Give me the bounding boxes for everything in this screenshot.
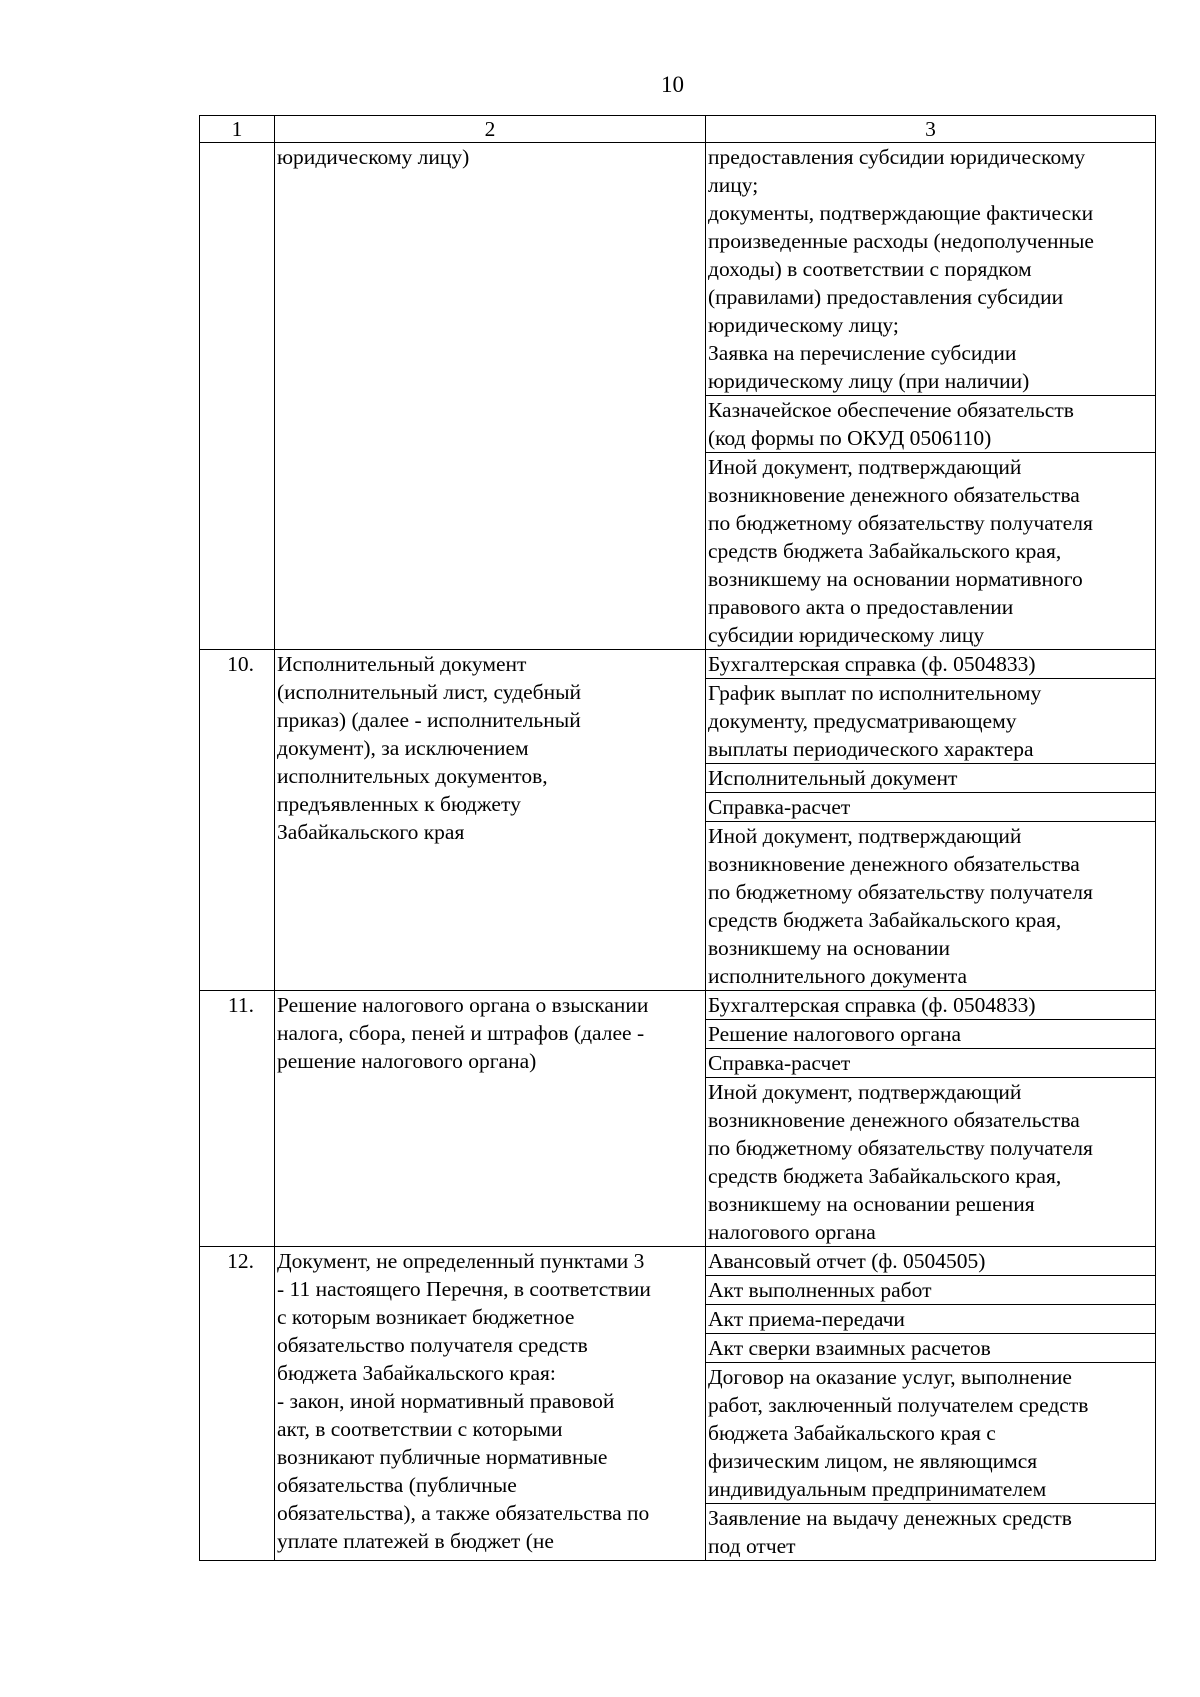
obligation-document-line: обязательства), а также обязательства по bbox=[277, 1501, 650, 1525]
item-number: 12. bbox=[200, 1247, 275, 1561]
supporting-document: Бухгалтерская справка (ф. 0504833) bbox=[706, 650, 1156, 679]
obligation-document-line: обязательства (публичные bbox=[277, 1473, 517, 1497]
obligation-document bbox=[275, 991, 706, 1247]
obligation-document-line: - закон, иной нормативный правовой bbox=[277, 1389, 615, 1413]
item-number bbox=[200, 143, 275, 650]
supporting-document: Акт выполненных работ bbox=[706, 1276, 1156, 1305]
supporting-document: Справка-расчет bbox=[706, 1049, 1156, 1078]
obligation-document-line: акт, в соответствии с которыми bbox=[277, 1417, 563, 1441]
table-row bbox=[200, 991, 1156, 1020]
supporting-document: Иной документ, подтверждающий возникновение денежного обязательства по бюджетному обязательству получателя средств бюджета Забайкальского края, возникшему на основании исполнительного документа bbox=[706, 822, 1156, 991]
obligation-document-line: с которым возникает бюджетное bbox=[277, 1305, 575, 1329]
obligation-document-line: бюджета Забайкальского края: bbox=[277, 1361, 556, 1385]
page-number: 10 bbox=[661, 72, 684, 97]
column-header-1: 1 bbox=[200, 116, 275, 143]
obligation-document-line: - 11 настоящего Перечня, в соответствии bbox=[277, 1277, 651, 1301]
supporting-document: предоставления субсидии юридическому лицу; документы, подтверждающие фактически произведенные расходы (недополученные доходы) в соответствии с порядком (правилами) предоставления субсидии юридическому лицу; Заявка на перечисление субсидии юридическому лицу (при наличии) bbox=[706, 143, 1156, 396]
table-header-row bbox=[200, 116, 1156, 143]
obligation-document bbox=[275, 1247, 706, 1561]
obligation-document-line: Забайкальского края bbox=[277, 820, 465, 844]
supporting-document: Заявление на выдачу денежных средств под отчет bbox=[706, 1504, 1156, 1561]
obligation-document-line: возникают публичные нормативные bbox=[277, 1445, 608, 1469]
supporting-document: Акт приема-передачи bbox=[706, 1305, 1156, 1334]
obligation-document-line: решение налогового органа) bbox=[277, 1049, 537, 1073]
obligation-document-line: приказ) (далее - исполнительный bbox=[277, 708, 581, 732]
obligation-document-line: исполнительных документов, bbox=[277, 764, 548, 788]
supporting-document: Иной документ, подтверждающий возникновение денежного обязательства по бюджетному обязательству получателя средств бюджета Забайкальского края, возникшему на основании решения налогового органа bbox=[706, 1078, 1156, 1247]
obligation-document-line: (исполнительный лист, судебный bbox=[277, 680, 582, 704]
column-header-3: 3 bbox=[706, 116, 1156, 143]
supporting-document: Исполнительный документ bbox=[706, 764, 1156, 793]
obligation-document bbox=[275, 650, 706, 991]
table-row bbox=[200, 1247, 1156, 1276]
supporting-document: Казначейское обеспечение обязательств (код формы по ОКУД 0506110) bbox=[706, 396, 1156, 453]
obligation-document-line: уплате платежей в бюджет (не bbox=[277, 1529, 554, 1553]
item-number: 11. bbox=[200, 991, 275, 1247]
supporting-document: Авансовый отчет (ф. 0504505) bbox=[706, 1247, 1156, 1276]
supporting-document: Договор на оказание услуг, выполнение работ, заключенный получателем средств бюджета Забайкальского края с физическим лицом, не являющимся индивидуальным предпринимателем bbox=[706, 1363, 1156, 1504]
column-header-2: 2 bbox=[275, 116, 706, 143]
table-row bbox=[200, 143, 1156, 396]
table-row bbox=[200, 650, 1156, 679]
supporting-document: График выплат по исполнительному документу, предусматривающему выплаты периодического характера bbox=[706, 679, 1156, 764]
obligation-document-line: документ), за исключением bbox=[277, 736, 529, 760]
item-number: 10. bbox=[200, 650, 275, 991]
supporting-document: Решение налогового органа bbox=[706, 1020, 1156, 1049]
obligation-document bbox=[275, 143, 706, 650]
obligation-document-line: налога, сбора, пеней и штрафов (далее - bbox=[277, 1021, 645, 1045]
document-table bbox=[199, 115, 1156, 1561]
supporting-document: Иной документ, подтверждающий возникновение денежного обязательства по бюджетному обязательству получателя средств бюджета Забайкальского края, возникшему на основании нормативного правового акта о предоставлении субсидии юридическому лицу bbox=[706, 453, 1156, 650]
obligation-document-line: юридическому лицу) bbox=[277, 145, 470, 169]
supporting-document: Справка-расчет bbox=[706, 793, 1156, 822]
obligation-document-line: Документ, не определенный пунктами 3 bbox=[277, 1249, 645, 1273]
supporting-document: Бухгалтерская справка (ф. 0504833) bbox=[706, 991, 1156, 1020]
obligation-document-line: Решение налогового органа о взыскании bbox=[277, 993, 649, 1017]
obligation-document-line: Исполнительный документ bbox=[277, 652, 527, 676]
supporting-document: Акт сверки взаимных расчетов bbox=[706, 1334, 1156, 1363]
obligation-document-line: предъявленных к бюджету bbox=[277, 792, 521, 816]
obligation-document-line: обязательство получателя средств bbox=[277, 1333, 588, 1357]
